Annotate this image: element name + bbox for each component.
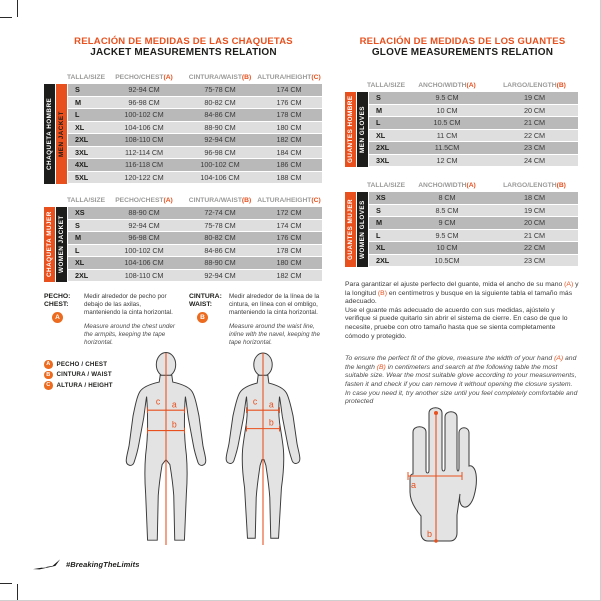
side-label-es: GUANTES HOMBRE: [345, 92, 356, 167]
badge-b: B: [197, 312, 208, 323]
jackets-title-es: RELACIÓN DE MEDIDAS DE LAS CHAQUETAS: [74, 36, 293, 47]
table-row: [369, 155, 578, 168]
value-cell: 100-102 CM: [200, 160, 240, 170]
value-cell: 75-78 CM: [204, 85, 236, 95]
value-cell: 176 CM: [276, 97, 302, 107]
jackets-title-en: JACKET MEASUREMENTS RELATION: [90, 47, 277, 58]
value-cell: 84-86 CM: [204, 245, 236, 255]
value-cell: 108-110 CM: [124, 135, 164, 145]
gloves-title-es: RELACIÓN DE MEDIDAS DE LOS GUANTES: [359, 36, 566, 47]
men-gloves-table: [345, 79, 580, 167]
value-cell: 10 CM: [436, 243, 458, 253]
table-row: [369, 205, 578, 218]
table-rows: [369, 92, 578, 167]
crop-mark: [17, 584, 18, 601]
value-cell: 21 CM: [524, 118, 545, 128]
crop-mark: [0, 17, 12, 18]
badge-c: C: [44, 381, 53, 390]
footer-hashtag: #BreakingTheLimits: [66, 559, 140, 569]
women-jacket-table: [44, 194, 323, 282]
size-cell: L: [376, 118, 381, 128]
col-header-size: TALLA/SIZE: [366, 182, 406, 189]
value-cell: 96-98 CM: [204, 147, 236, 157]
value-cell: 23 CM: [524, 255, 545, 265]
measure-legend: [44, 360, 113, 392]
label-c: c: [252, 396, 258, 407]
waist-label-en: WAIST:: [189, 301, 213, 308]
glove-text-en-1: To ensure the perfect fit of the glove, measure the width of your hand (A) and the length (B) in centimeters and search at the following table the most suitable size. Wear the most suitable glove according to your measurements, fasten it and check if you can remove it without opening the closure system.: [345, 355, 577, 388]
table-row: [68, 232, 322, 245]
table-row: [68, 109, 322, 122]
badge-b: B: [44, 371, 53, 380]
chest-text-es: Medir alrededor de pecho por debajo de las axilas, manteniendo la cinta horizontal.: [84, 293, 173, 316]
label-b: b: [427, 529, 433, 539]
table-row: [68, 270, 322, 283]
size-cell: XL: [376, 130, 386, 140]
value-cell: 75-78 CM: [204, 220, 236, 230]
label-a: a: [268, 399, 274, 410]
legend-item: A PECHO / CHEST: [44, 360, 113, 369]
value-cell: 84-86 CM: [204, 110, 236, 120]
badge-a: A: [52, 312, 63, 323]
col-header-size: TALLA/SIZE: [366, 82, 406, 89]
male-figure-diagram: [116, 352, 216, 546]
crop-mark: [17, 0, 18, 17]
value-cell: 104-106 CM: [124, 122, 164, 132]
value-cell: 20 CM: [524, 105, 545, 115]
table-row: [369, 117, 578, 130]
table-row: [68, 207, 322, 220]
value-cell: 11.5CM: [434, 143, 460, 153]
value-cell: 20 CM: [524, 218, 545, 228]
size-cell: S: [75, 85, 80, 95]
value-cell: 22 CM: [524, 243, 545, 253]
size-cell: XL: [75, 258, 85, 268]
value-cell: 10 CM: [436, 105, 458, 115]
table-row: [68, 257, 322, 270]
size-cell: L: [75, 110, 80, 120]
value-cell: 19 CM: [524, 93, 545, 103]
table-row: [369, 255, 578, 268]
size-cell: L: [376, 230, 381, 240]
size-cell: 3XL: [376, 155, 390, 165]
value-cell: 116-118 CM: [124, 160, 164, 170]
value-cell: 120-122 CM: [124, 172, 164, 182]
col-header-waist: CINTURA/WAIST (B): [188, 74, 252, 81]
table-row: [68, 245, 322, 258]
value-cell: 188 CM: [276, 172, 302, 182]
value-cell: 96-98 CM: [128, 233, 160, 243]
value-cell: 12 CM: [436, 155, 458, 165]
size-cell: 5XL: [75, 172, 89, 182]
value-cell: 18 CM: [524, 193, 545, 203]
page-footer: [33, 558, 140, 570]
size-cell: M: [376, 218, 382, 228]
value-cell: 21 CM: [524, 230, 545, 240]
table-header: [366, 79, 580, 92]
hand-outline: [410, 408, 476, 541]
col-header-width: ANCHO/WIDTH (A): [418, 82, 476, 89]
label-b: b: [171, 419, 177, 430]
legend-item: C ALTURA / HEIGHT: [44, 381, 113, 390]
size-cell: L: [75, 245, 80, 255]
table-row: [369, 242, 578, 255]
label-b: b: [268, 417, 274, 428]
value-cell: 92-94 CM: [204, 270, 236, 280]
col-header-waist: CINTURA/WAIST (B): [188, 197, 252, 204]
col-header-height: ALTURA/HEIGHT (C): [257, 74, 321, 81]
value-cell: 100-102 CM: [124, 110, 164, 120]
side-label-en: WOMEN GLOVES: [357, 192, 368, 267]
measuring-guide: [44, 293, 323, 347]
table-row: [68, 172, 322, 185]
glove-instructions: [345, 281, 580, 407]
value-cell: 174 CM: [276, 85, 302, 95]
size-cell: XS: [75, 208, 85, 218]
value-cell: 88-90 CM: [128, 208, 160, 218]
value-cell: 176 CM: [276, 233, 302, 243]
value-cell: 19 CM: [524, 205, 545, 215]
size-cell: M: [376, 105, 382, 115]
size-cell: XL: [376, 243, 386, 253]
size-cell: 3XL: [75, 147, 89, 157]
value-cell: 104-106 CM: [200, 172, 240, 182]
value-cell: 182 CM: [276, 270, 302, 280]
col-header-length: LARGO/LENGTH (B): [503, 182, 566, 189]
table-header: [366, 179, 580, 192]
hand-diagram: [398, 404, 488, 549]
jackets-section: [44, 36, 323, 347]
col-header-height: ALTURA/HEIGHT (C): [257, 197, 321, 204]
value-cell: 180 CM: [276, 258, 302, 268]
label-a: a: [411, 480, 417, 490]
side-label-en: WOMEN JACKET: [56, 207, 67, 282]
side-label-es: GUANTES MUJER: [345, 192, 356, 267]
table-row: [369, 105, 578, 118]
value-cell: 112-114 CM: [124, 147, 164, 157]
value-cell: 96-98 CM: [128, 97, 160, 107]
chest-text-en: Measure around the chest under the armpits, keeping the tape horizontal.: [84, 323, 176, 346]
size-cell: XS: [376, 193, 386, 203]
value-cell: 182 CM: [276, 135, 302, 145]
size-cell: 2XL: [75, 135, 89, 145]
value-cell: 9.5 CM: [435, 93, 459, 103]
size-cell: 2XL: [75, 270, 89, 280]
table-row: [68, 147, 322, 160]
value-cell: 88-90 CM: [204, 258, 236, 268]
value-cell: 92-94 CM: [128, 85, 160, 95]
value-cell: 80-82 CM: [204, 97, 236, 107]
value-cell: 184 CM: [276, 147, 302, 157]
table-row: [369, 230, 578, 243]
waist-guide: [189, 293, 322, 347]
value-cell: 108-110 CM: [124, 270, 164, 280]
value-cell: 8 CM: [438, 193, 456, 203]
size-cell: XL: [75, 122, 85, 132]
col-header-chest: PECHO/CHEST (A): [115, 74, 173, 81]
table-row: [68, 97, 322, 110]
chest-label-es: PECHO:: [44, 293, 71, 300]
value-cell: 172 CM: [276, 208, 302, 218]
table-row: [68, 159, 322, 172]
value-cell: 72-74 CM: [204, 208, 236, 218]
size-cell: M: [75, 97, 81, 107]
size-cell: M: [75, 233, 81, 243]
table-row: [68, 84, 322, 97]
female-figure-diagram: [212, 352, 314, 546]
value-cell: 11 CM: [436, 130, 458, 140]
value-cell: 80-82 CM: [204, 233, 236, 243]
value-cell: 24 CM: [524, 155, 545, 165]
table-row: [68, 220, 322, 233]
size-cell: S: [376, 93, 381, 103]
side-label-es: CHAQUETA HOMBRE: [44, 84, 55, 184]
side-label-en: MEN GLOVES: [357, 92, 368, 167]
men-jacket-table: [44, 71, 323, 184]
size-cell: 4XL: [75, 160, 89, 170]
crop-mark: [0, 583, 12, 584]
value-cell: 92-94 CM: [204, 135, 236, 145]
waist-text-es: Medir alrededor de la línea de la cintura, en línea con el ombligo, manteniendo la cinta horizontal.: [229, 293, 320, 316]
legend-item: B CINTURA / WAIST: [44, 371, 113, 380]
side-label-es: CHAQUETA MUJER: [44, 207, 55, 282]
line-end-dot: [434, 411, 438, 415]
col-header-length: LARGO/LENGTH (B): [503, 82, 566, 89]
col-header-size: TALLA/SIZE: [66, 197, 106, 204]
line-end-dot: [434, 539, 437, 542]
glove-text-en-2: In case you need it, try another size until you feel completely comfortable and protected: [345, 389, 578, 406]
table-row: [68, 134, 322, 147]
table-row: [369, 217, 578, 230]
col-header-chest: PECHO/CHEST (A): [115, 197, 173, 204]
size-cell: 2XL: [376, 143, 390, 153]
table-row: [369, 192, 578, 205]
label-c: c: [155, 396, 161, 407]
gloves-title-en: GLOVE MEASUREMENTS RELATION: [371, 47, 554, 58]
table-row: [369, 92, 578, 105]
value-cell: 180 CM: [276, 122, 302, 132]
glove-text-es-2: Use el guante más adecuado de acuerdo con sus medidas, ajústelo y verifique si puede quitarlo sin abrir el sistema de cierre. En caso de que lo necesite, pruebe con otro tamaño hasta que se sienta completamente cómodo y protegido.: [345, 306, 568, 340]
brand-logo: [33, 558, 61, 570]
size-cell: S: [376, 205, 381, 215]
size-cell: S: [75, 220, 80, 230]
value-cell: 88-90 CM: [204, 122, 236, 132]
waist-label-es: CINTURA:: [189, 293, 222, 300]
value-cell: 9.5 CM: [435, 230, 459, 240]
gloves-section: [345, 36, 580, 407]
side-label-en: MEN JACKET: [56, 84, 67, 184]
size-cell: 2XL: [376, 255, 390, 265]
table-rows: [369, 192, 578, 267]
value-cell: 178 CM: [276, 245, 302, 255]
chest-label-en: CHEST:: [44, 301, 69, 308]
table-row: [369, 142, 578, 155]
glove-text-es-1: Para garantizar el ajuste perfecto del guante, mida el ancho de su mano (A) y la longitud (B) en centímetros y busque en la siguiente tabla el tamaño más adecuado.: [345, 281, 579, 306]
table-header: [68, 71, 323, 84]
waist-text-en: Measure around the waist line, inline with the navel, keeping the tape horizontal.: [229, 323, 321, 346]
table-rows: [68, 84, 322, 184]
table-row: [68, 122, 322, 135]
chest-guide: [44, 293, 177, 347]
value-cell: 100-102 CM: [124, 245, 164, 255]
badge-a: A: [44, 360, 53, 369]
value-cell: 92-94 CM: [128, 220, 160, 230]
value-cell: 22 CM: [524, 130, 545, 140]
value-cell: 10.5CM: [434, 255, 460, 265]
value-cell: 178 CM: [276, 110, 302, 120]
col-header-size: TALLA/SIZE: [66, 74, 106, 81]
value-cell: 23 CM: [524, 143, 545, 153]
women-gloves-table: [345, 179, 580, 267]
table-header: [68, 194, 323, 207]
label-a: a: [171, 399, 177, 410]
value-cell: 8.5 CM: [435, 205, 459, 215]
table-rows: [68, 207, 322, 282]
value-cell: 186 CM: [276, 160, 302, 170]
value-cell: 9 CM: [438, 218, 456, 228]
value-cell: 174 CM: [276, 220, 302, 230]
table-row: [369, 130, 578, 143]
value-cell: 10.5 CM: [433, 118, 461, 128]
col-header-width: ANCHO/WIDTH (A): [418, 182, 476, 189]
value-cell: 104-106 CM: [124, 258, 164, 268]
